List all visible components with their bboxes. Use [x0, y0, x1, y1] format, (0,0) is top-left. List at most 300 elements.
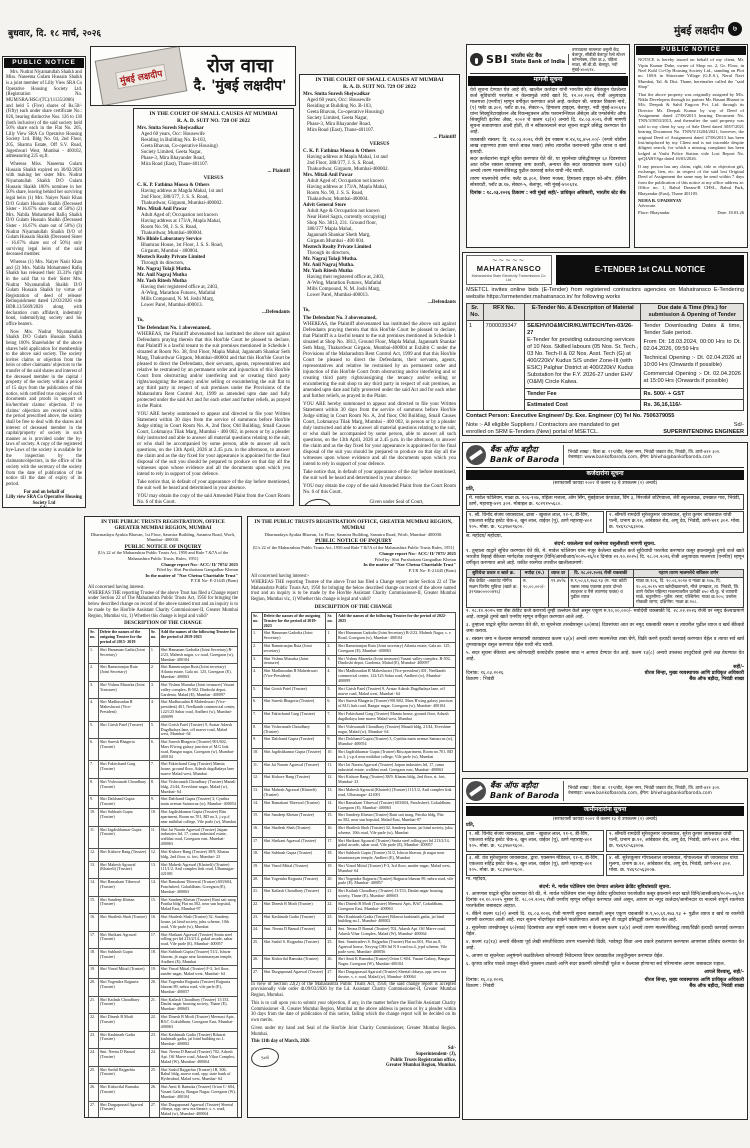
sr-cell: 4.	[252, 668, 263, 685]
delete-trustee-cell: Shri Hanuman Gadia (Joint Secretary)	[98, 646, 149, 663]
to-line: To,	[303, 308, 310, 314]
add-trustee-cell: Shri Sandeep Khetan (Trustee) Rani sati marg Patrika bldg Flat no.502, near sun hopsital, Malad East, Mumbai-97	[159, 896, 237, 913]
sr-cell: 11.	[149, 826, 159, 848]
summons-body	[303, 322, 456, 496]
trustee-row	[252, 837, 456, 850]
sr-cell: 24.	[252, 926, 263, 939]
cell: रु. १०,००,०००/-	[520, 578, 548, 607]
sr-cell: 17.	[149, 931, 159, 948]
paragraph: Mrs. Nudrat Niyamatullah Shaikh and Miss. Naseema Gulam Hussain Shaikh is a joint member of Lilly View SRA Co Operative Housing Society Ltd. (Registration No. MUM/SRA/HSG/(TC)/11135/2006) and held 5 (Five) shares of Rs.50/- (Fifty) each under share certificate No.: 026, bearing distinctive Nos. 126 to 130 (both inclusive) of the said society hold 50% share each in the Flat No. 205, Lilly View SRA Co Operative Housing Society Ltd. Bldg No. 04, 2nd Floor, 205, Sharma Estate, Off S.V. Road, Jogeshwari West, Mumbai - 400102, admeasuring 225 sq.ft.	[6, 69, 82, 160]
plaintiff-address-line: Geeta Bhavan, Co-operative Housing)	[307, 110, 384, 116]
delete-trustee-cell: Shri Dinesh B Modi (Trustee)	[262, 900, 326, 913]
sd-label: Sd/-	[733, 422, 744, 429]
ad-line-1: रोज वाचा	[207, 54, 273, 77]
paragraph: Commercial Opening :- Dt. 02.04.2026 at 15:00 Hrs (Onwards if possible)	[643, 370, 741, 384]
delete-trustee-cell: Shri Kishorilal Ramuka (Trustee)	[98, 1084, 149, 1101]
add-trustee-cell: Shri Ramniranjan Ruia (Joint secretary) Atlanta estate, Gala no. 125, Goregaon (E), Mumbai- 400063	[159, 664, 237, 681]
delete-trustee-cell: Shri Madhusudan R Maheshwari (Vice-President)	[262, 668, 326, 685]
trustee-row	[252, 969, 456, 982]
sr-cell: 10.	[252, 749, 263, 762]
header-row	[252, 612, 456, 629]
sr-cell: 22.	[149, 1014, 159, 1031]
borrower-box: मे. मार्वल पटेलियम, गाळा क्र. १०६-१०७, पहिला मजला, ओम सिंग, मुंबईवाला कंपाऊंड, विंग ३, मिरजोले शटिंगवाला, शेरी स्कूलजवळ, दमखाल गाव, भिवंडी, ठाणे, महाराष्ट्र-४२१ ३०२. मोबाइल क्र. ९८२११५५६८०.	[466, 494, 744, 510]
defendant-address-line: Through its directors,	[141, 261, 185, 267]
add-trustee-cell: Shri Hanuman Gadodia (Joint Secretary) B-2/23, Mahesh Nagar, s. v. Road, Goregaon (w), Mumbai- 400104	[336, 630, 455, 643]
trustee-row	[252, 655, 456, 668]
demand-notice-body	[470, 88, 626, 190]
paragraph: Given under my hand and Seal of the Hon'ble Joint Charity Commissioner, Greater Mumbai Region. Mumbai.	[251, 1025, 456, 1037]
etender-intro: MSETCL invites online bids (E-Tender) from registered contractors agencies on Mahatransco E-Tendering website https://srmetender.mahatransco.in/ for following works	[466, 286, 744, 300]
inquiry-title: PUBLIC NOTICE OF INQUIRY	[124, 543, 202, 550]
sr-cell: 23.	[252, 913, 263, 926]
sr-cell: 11.	[252, 761, 263, 774]
notice-title: कर्जदारांना सूचना	[466, 470, 744, 480]
add-trustee-cell: Shri Vishwanath Choudhary (Trustee) Manali bldg, 21/44, Evershine nagar, Malad (w), Mumbai- 64	[159, 778, 237, 795]
delete-trustee-cell: Shri Subhash Gupta (Trustee)	[98, 948, 149, 965]
defendant-address-line: Girgaum, Mumbai - 400004.	[141, 249, 199, 255]
office-seal: Seal	[250, 1046, 280, 1069]
column-header: Sr. no.	[252, 612, 263, 629]
sr-cell: 25.	[149, 1066, 159, 1083]
etender-title: E-TENDER 1st CALL NOTICE	[556, 255, 744, 285]
trustee-row	[252, 787, 456, 800]
add-trustee-cell: Shri Hanuman Gadodia (Joint Secretary) B-2/23, Mahesh nagar, s.v road, Goregaon (w), Mumbai- 400104	[159, 646, 237, 663]
delete-trustee-cell: Shri Sandeep Khetan (Trustee)	[98, 896, 149, 913]
inquiry-title: PUBLIC NOTICE OF INQUIRY	[315, 538, 392, 545]
description-title: DESCRIPTION OF THE CHANGE	[124, 621, 202, 627]
sr-cell: 7.	[326, 711, 337, 724]
delete-trustee-cell: Shri Yogendra Rajpuria (Trustee)	[262, 875, 326, 888]
defendant-name: Meztech Realty Private Limited	[303, 245, 372, 251]
defendant-address-line: Having address at Magda Mahal, 1st and	[141, 189, 223, 195]
paragraph: Superintendent- (J),	[415, 1051, 456, 1057]
whereas-para: WHEREAS THE reporting Trustee of the above Trust has filed a Change report under Section 22 of The Maharashtra Public Trusts Act, 1950 for bringing the below described change on record of the above named trust and an inquiry is to be made by the Hon'ble Assistant Charity Commissioner-II, Greater Mumbai Region, Mumbai viz, 1) Whether this change is legal and valid?	[251, 579, 456, 603]
paragraph: Sd/-	[447, 1046, 456, 1052]
paragraph: ३. सूचनेच्या तारखेपासून ६०(साठ) दिवसांच्या आत संपूर्ण रक्कम जमा न केल्यास कलम १३(४) अन्वये तारण मालमत्तेविरुद्ध ताबा/विक्री इत्यादी कारवाई करण्यात येईल.	[466, 926, 744, 937]
sr-cell: 11.	[326, 761, 337, 774]
sr-cell: 18.	[89, 948, 99, 965]
delete-trustee-cell: Shri Ramniranjan Ruia (Joint secretary)	[262, 642, 326, 655]
paragraph: YOU ARE hereby summoned to appear and directed to file your Written Statement within 30 days from the service of summons before Hon'ble Judge sitting in Court Room No. A, 2nd floor, Old Building, Small Causes Court, Lokmanya Tilak Marg, Mumbai - 400 002, in person or by a pleader duly instructed and able to answer all material questions relating to the suit, or who shall be accompanied by some person, able to answer all such questions, on the 13th April, 2026 at 2.45 p.m. in the afternoon, to answer the claim and as the day fixed for your appearance is appointed for the final disposal of the suit you should be prepared to produce on that day all the witnesses upon whose evidence and all the documents upon which you intend to rely in support of your defence.	[137, 412, 290, 478]
sr-cell: 10.	[149, 809, 159, 826]
closing-line: आपले विश्वासू, सही/-	[704, 969, 744, 975]
notice-title: PUBLIC NOTICE	[636, 46, 746, 55]
defendant-name: Mr. Anil Nagraj Mutha.	[303, 263, 355, 269]
sr-cell: 21.	[89, 996, 99, 1013]
sr-cell: 20.	[326, 875, 337, 888]
delete-trustee-cell: Shri Durgaprasad Agarwal (Trustee)	[98, 1101, 149, 1118]
bank-name-english: Bank of Baroda	[490, 455, 560, 464]
defendant-name: Mr. Nagraj Tolaji Mutha.	[137, 267, 192, 273]
trustee-row	[252, 761, 456, 774]
bob-borrower-notice	[462, 442, 748, 772]
read-daily-ad	[90, 46, 296, 106]
branch-address: तणावग्रस्त मालमत्ता वसुली केंद्र बेलापुर, सीबीडी बेलापुर रेल्वे स्टेशन कॉम्प्लेक्स, टॉवर क्र.३, पहिला माळा, सी.बी.डी. बेलापुर, नवी मुंबई-४००६१४.	[572, 47, 626, 73]
paragraph: WHEREAS, the Plaintiff abovenamed has instituted the above suit against Defendants praying therein that this Hon'ble Court be pleased to declare, that Plaintiff is a lawful tenant to the suit premises mentioned in Schedule 1 situated at Room No. 38, first Floor, Mapla Mahal, Jagannath Shankar Seth Marg, Thakurdwar Girgaon, Mumbai-400004 and that this Hon'ble Court be pleased to direct the Defendants, their servants, agents, representatives and relative be restrained by an permanent order and injunction of this Hon'ble Court from obstructing and/or interfering and or creating third party rights/assigning the tenancy and/or selling or encumbering the suit flat to any third party in respect of suit premises under the Provisions of the Maharashtra Rent Control Act, 1999 as amended upto date and fully protected under the said Act and for each other and further reliefs, as prayed in the Plaint.	[137, 332, 290, 410]
guarantors-grid	[466, 830, 744, 876]
header-row	[89, 629, 238, 646]
sr-cell: 22.	[89, 1014, 99, 1031]
delete-trustee-cell: Shri Durgaprasad Agarwal (Trustee)	[262, 969, 326, 982]
trustee-row	[252, 956, 456, 969]
delete-trustee-cell: Shri Dalchand Gupta (Trustee)	[262, 736, 326, 749]
party-box: २. श्रीमती रामदेवी सुरेशकुमार जायसवाल, सुरेश कुमार जायसवाल यांची पत्नी, प्रभाग क्र.१२, आंबेडकर रोड, अणू देव, भिवंडी, ठाणे-४२१ ३०२. मोबा. क्र. ९४६९८५६३००७.	[606, 511, 744, 533]
paragraph: From Dt: 18.03.2024, 00:00 Hrs to Dt. 02.04.2026, 09:59 Hrs	[643, 338, 741, 352]
due-date-cell	[641, 321, 744, 389]
party-box: २. श्रीमती रामदेवी सुरेशकुमार जायसवाल, सुरेश कुमार जायसवाल यांची पत्नी, प्रभाग क्र.१२, आंबेडकर रोड, अणू देव, भिवंडी, ठाणे-४२१ ३०२. मोबा. क्र. ९४६९८५६३००७.	[606, 830, 744, 852]
trustee-row	[252, 938, 456, 955]
trustee-row	[89, 826, 238, 848]
trustee-row	[252, 723, 456, 736]
delete-trustee-cell: Shri Girish Patel (Trustee)	[262, 685, 326, 698]
defendant-address-line: Having address at Mapla Mahal, 1st and	[307, 155, 388, 161]
trustee-row	[89, 1084, 238, 1101]
defendant-address-line: Adult Aged of; Occupation not known	[141, 213, 218, 219]
defendant-address-line: Room No. 90, J. S. S. Road,	[141, 225, 198, 231]
tender-number: SE/EHV/O&M/CIR/KLW/TECH/Ten-03/26-27	[527, 322, 634, 336]
delete-trustee-cell: Shri Subhash Gupta (Trustee)	[262, 850, 326, 863]
etender-note: Note :- All eligible Suppliers / Contractors are mandated to get enrolled on SRM E-Tenders (New) portal of MSETCL.	[466, 422, 620, 436]
delete-trustee-cell: Shri Kishorilal Ramuka (Trustee)	[262, 956, 326, 969]
sr-cell: 4.	[89, 699, 99, 721]
suit-number: R. A. D. SUIT NO. 729 OF 2022	[343, 83, 416, 90]
cell: बँक क्रेडिट -अकाउंट मोर्गेज सक्षम वित्तीय सुविधा (खाते क्र. ३२९४७०००००४९६)	[467, 578, 521, 607]
sr-cell: 14.	[89, 879, 99, 896]
delete-trustee-cell: Shri Sushil Rajgarhia (Trustee)	[98, 1066, 149, 1083]
masthead-brand: मुंबई लक्षदीप	[674, 25, 724, 37]
trustee-row	[252, 888, 456, 901]
co-borrowers-grid	[466, 511, 744, 533]
paragraph: तारण मालमत्तेचे वर्णन: फ्लॅट क्र.३०२, तिसरा मजला, हिमालय हाइट्स को-ऑप. हौसिंग सोसायटी, प्लॉट क्र.१७, सेक्टर-५, बेलापुर, नवी मुंबई-४००६१४.	[470, 177, 626, 189]
defendant-address-line: Thakurdwar, Girgaum, Mumbai-400002.	[307, 167, 389, 173]
sr-cell: 15.	[326, 812, 337, 825]
dues-table	[466, 569, 744, 608]
sr-cell: 23.	[326, 913, 337, 926]
trustee-row	[252, 711, 456, 724]
delete-trustee-cell: Shri Shrikant Agrawal (Trustee)	[262, 837, 326, 850]
dues-table-mount	[466, 569, 744, 608]
defendant-address-line: Adult Age & Occupation not known	[307, 209, 380, 215]
sr-cell: 16.	[149, 914, 159, 931]
sr-cell: 6.	[326, 698, 337, 711]
salutation: स. महोदय/ महोदया,	[466, 534, 503, 540]
waves-icon: ~~~~~	[492, 256, 526, 265]
sr-cell: 6.	[252, 698, 263, 711]
paragraph: सदर कर्जदारांना याद्वारे सूचित करण्यात येते की, या सूचनेच्या प्रसिद्धीपासून ६० दिवसांच्या आत वरील रक्कम व्याजासह जमा करावी, अन्यथा बँक सदर कायद्याच्या कलम १३(४) अन्वये तारण मालमत्तेविरुद्ध पुढील कारवाई करेल याची नोंद घ्यावी.	[470, 157, 626, 175]
defendant-name: Advit General Store	[303, 203, 346, 209]
office-name: IN THE PUBLIC TRUSTS REGISTRATION, OFFICE GREATER MUMBAI REGION, MUMBAI	[101, 519, 225, 532]
add-trustee-cell: Shri Fakirchand Garg (Trustee) Mamta house, ground floor, Adarsh dugdhalaya lane marve Malad west, Mumbai	[159, 761, 237, 778]
delete-trustee-cell: Shri Jagdishkumar Gupta (Trustee)	[98, 826, 149, 848]
trustee-row	[89, 948, 238, 965]
sr-cell: 13.	[89, 861, 99, 878]
sr-cell: 9.	[89, 796, 99, 809]
paragraph: ५. सदर सूचना बँकेच्या अन्य कोणत्याही कायदेशीर हक्कांना बाधा न आणता देण्यात येत आहे. कलम १३(८) अन्वये उपलब्ध तरतुदीकडे तुमचे लक्ष वेधण्यात येत आहे.	[466, 650, 744, 662]
court-name: IN THE COURT OF SMALL CAUSES AT MUMBAI	[315, 77, 444, 83]
sr-cell: 13.	[149, 861, 159, 878]
filed-by: Filed by: Shri Purshottam Gangadhar Khetan	[156, 567, 238, 573]
column-header: Sr. No.	[467, 303, 484, 321]
column-header: गहाण तारण मालमत्तेचे सविस्तर वर्णन	[633, 570, 743, 578]
add-trustee-cell: Shri Madhusudan R Maheshwari (Vice-president) 401, Neelkanth commercial center, 122/123 Sahar road, Andheri (w), Mumbai- 400099	[159, 699, 237, 721]
sr-cell: 25.	[89, 1066, 99, 1083]
add-trustee-cell: Shri Shailesh Shah (Trustee) 32, Sandeep house, jai hind society, juhu scheme, 10th road, Vile parle (w), Mumbai	[159, 914, 237, 931]
ad-line-2: दै. 'मुंबई लक्षदीप'	[193, 78, 287, 95]
add-trustee-cell: Shri Girish Patel (Trustee) 9, Avatar Adarsh Dugdhalaya lane, off marve road, Malad west, Mumbai- 64	[159, 721, 237, 738]
paragraph: Greater Mumbai Region, Mumbai.	[385, 1063, 456, 1069]
add-trustee-cell: Shri Vishnu Murarka (Joint treasurer) Vasant valley complex, B-502, Dindoshi depot, Gardenia, Malad (E), Mumbai- 400097	[159, 681, 237, 698]
defendant-address-line: Adult Aged of; Occupation not known	[307, 179, 384, 185]
trustee-row	[89, 721, 238, 738]
sr-cell: 26.	[89, 1084, 99, 1101]
add-trustee-cell: Shri Shailesh Shah (Trustee) 32, Sandeep house, jai hind society, juhu scheme, 10th road, Vile parle (w), Mumbai	[336, 825, 455, 838]
defendant-name: Mrs. Mitali Anil Pawar	[137, 207, 187, 213]
court-seal	[302, 497, 332, 506]
sr-cell: 7.	[149, 761, 159, 778]
closing-paras	[251, 982, 456, 1038]
sr-cell: 4.	[149, 699, 159, 721]
notice-subtitle: (सरफायसी कायदा २००२ चे कलम १३ चे उपकलम (२) अन्वये)	[552, 816, 658, 822]
trustee-row	[252, 749, 456, 762]
paragraph: Now Mrs. Nudrat Niyamatullah Shaikh D/O Gulam Hussain Shaikh being 100% Shareholder of the above shares held application for membership to the above said society. The society invites claims or objection from the heirs or other claimants/ objectors to the transfer of the said shares and interest of the deceased member in the capital / property of the society within a period of 15 days from the publication of this notice, with certified true copies of such documents and proofs in support of his/her/their claims/ objection. If no claims/ objection are received within the period prescribed above, the society shall be free to deal with the shares and interest of deceased member in the capital/property of society in such manner as is provided under the by-laws of society. A copy of the registered bye-Laws of the society is available for the inspection by the claimants/objectors, in the office of the society with the secretary of the society from the date of publication of the notice till the date of expiry of its period.	[6, 329, 82, 487]
paragraph: ६. कृपया त्वरित पावले उचलून बँकेचे नुकसान टाळावे आणि सदर प्रकरणी कोणतीही पूर्तता न केल्यास होणाऱ्या सर्व परिणामांस आपण जबाबदार राहाल.	[466, 961, 726, 967]
trustee-row	[252, 900, 456, 913]
trustee-row	[89, 861, 238, 878]
paragraph: Technical Opening :- Dt. 02.04.2026 at 10:00 Hrs (Onwards if possible)	[643, 354, 741, 368]
sr-cell: 3.	[89, 681, 99, 698]
cell: ११.४५%	[548, 578, 568, 607]
trustee-row	[89, 778, 238, 795]
delete-trustee-cell: Shri Shailesh Shah (Trustee)	[98, 914, 149, 931]
plaintiff-address-line: Mira Road (East), Thane-401107.	[141, 162, 209, 168]
trustee-row	[89, 896, 238, 913]
sr-cell: 9.	[149, 796, 159, 809]
add-trustee-cell: Shri Ramakant Tibrewal (Trustee) 603/604, Panchsheel, Gokuldham, Goregaon (E), Mumbai- 400063	[336, 799, 455, 812]
paragraph: NOTICE is hereby issued on behalf of my client, Mr. Vipin Kumar Dube, owner of Shop no. 2, Gr. Floor, in Neel Kuhl Co-Op Housing Society Ltd., standing on Plot no. 169A in Shiravane Village (G.E.S.), Nerul Navi Mumbai, Tal. & Dist. Thane, hereinafter called the "said Shop"	[638, 57, 744, 90]
delete-trustee-cell: Shri Mahesh Agrawal (Khaireli) (Trustee)	[262, 787, 326, 800]
column-header: Sr. no.	[326, 612, 337, 629]
defendant-address-line: Thakurdwar, Girgaum, Mumbai-400002.	[141, 201, 223, 207]
add-trustee-cell: Smt. Neona D Bansal (Trustee) 702, Adarsh Apt. Off Marve road, Adarsh Vihar Complex, Malad (W), Mumbai- 400064	[336, 926, 455, 939]
advocate-role: Advocate.	[638, 203, 657, 209]
plaintiff-address-line: Aged 60 years, Occ: Housewife	[141, 132, 205, 138]
trustee-row	[89, 1049, 238, 1066]
bank-name-hindi: बैंक ऑफ बड़ौदा	[490, 445, 538, 454]
tender-desc-cell	[525, 321, 641, 389]
notice-clauses	[466, 609, 744, 663]
statute-line: (U/s 22 of the Maharashtra Public Trusts Act, 1950 and Rule 7 &7A of the Maharashtra Public Trusts Rules, 1951)	[252, 544, 455, 550]
delete-trustee-cell: Shri Vinod Mittal (Trustee)	[98, 966, 149, 979]
authorised-officer-sign: सही/- प्राधिकृत अधिकारी, भारतीय स्टेट बँक	[548, 191, 626, 197]
paragraph: ३. तुम्हाला याद्वारे सूचित करण्यात येते की, या सूचनेच्या तारखेपासून ६०(साठ) दिवसांच्या आत वर नमूद थकबाकी रक्कम व त्यावरील पुढील व्याज व खर्च बँकेकडे जमा करावा.	[466, 622, 744, 634]
plaintiff-address-line: Aged 60 years, Occ: Housewife	[307, 98, 371, 104]
defendant-address-line: A-Wing, Marathon Futurex, Mafatlal	[141, 291, 216, 297]
brand-name: MAHATRANSCO	[476, 264, 542, 274]
add-trustee-cell: Shri Subhash Gupta (Trustee) 51/2, Ishwar bhavan, jb nagar near laxminarayan temple, Andheri (E), Mumbai	[336, 850, 455, 863]
paragraph: थकबाकी रक्कम: दि. १४.०३.२०२६ रोजी देय रक्कम रु.२४,९६,४५२.००/- (रुपये चोवीस लाख शहाण्णव हजार चारशे बावन्न फक्त) तसेच त्यावरील करारान्वये पुढील व्याज व खर्च इत्यादी.	[470, 137, 626, 155]
sr-cell: 1.	[252, 630, 263, 643]
cell: रु.९,५०,६१,२७३.९३ (रु. नऊ कोटी पन्नास लाख एकसष्ठ हजार दोनशे त्र्याहत्तर व पैसे त्र्याण्णव फक्त) व पुढील व्याज	[568, 578, 633, 607]
delete-trustee-cell: Shri Suresh Bhageria (Trustee)	[98, 739, 149, 761]
superintendent-sign	[386, 1046, 456, 1069]
trustee-row	[252, 799, 456, 812]
sr-cell: 8.	[252, 723, 263, 736]
add-trustee-cell: Shri Kailash Choudhary (Trustee) 11/153, Daulat nagar housing society, Thane (E), Mumbai- 400603	[336, 888, 455, 901]
public-notice-right	[634, 44, 748, 248]
column-header: Due date & Time (Hrs.) for submission & Opening of Tender	[641, 303, 744, 321]
signer-name-role: धीरज सिन्हा, मुख्य व्यवस्थापक आणि प्राधिकृत अधिकारी	[644, 670, 744, 676]
delete-trustee-cell: Shri Mahesh Agrawal (Khaireli) (Trustee)	[98, 861, 149, 878]
delete-trustee-cell: Shri Ramakant Tibrewal (Trustee)	[262, 799, 326, 812]
header-row	[467, 570, 744, 578]
bank-name-english: State Bank of India	[510, 58, 566, 65]
trustee-row	[89, 914, 238, 931]
sr-cell: 19.	[252, 862, 263, 875]
column-header: व्याज दर	[548, 570, 568, 578]
add-trustee-cell: Shri Shrikant Agrawal (Trustee) Smita steel rolling pvt ltd 213/2/14, gokul arcade, sahar road, Vile parle (E), Mumbai- 400057	[159, 931, 237, 948]
sr-cell: 23.	[149, 1031, 159, 1048]
sr-cell: 5.	[149, 721, 159, 738]
notice-clauses	[466, 892, 744, 968]
add-trustee-cell: Shri Kailash Choudhary (Trustee) 11/153, Daulat nagar housing society, Thane (E), Mumbai- 400603	[159, 996, 237, 1013]
delete-trustee-cell: Shri Shailesh Shah (Trustee)	[262, 825, 326, 838]
defendant-address-line: Shop No. 3813, 231. Ground floor,	[307, 221, 377, 227]
delete-trustee-cell: Shri Jai Narain Agarwal (Trustee)	[262, 761, 326, 774]
paragraph: २. बँकेने कलम १३(२) अन्वये दि. १६.०३.२०२६ रोजी मागणी सूचना बजावली असून एकूण थकबाकी रु.९,५०,६१,२७३.९३ + पुढील व्याज व खर्च या रकमेची मागणी करण्यात आली आहे. सदर सूचना नोंदणीकृत डाकेने पाठविण्यात आली असून ती याद्वारे प्रसिद्धही करण्यात येत आहे.	[466, 912, 744, 924]
delete-trustee-cell: Shri Vinod Mittal (Trustee)	[262, 862, 326, 875]
add-trustee-cell: Shri Durgaprasad Agarwal (Trustee) Sheetal chhaya, opp. new era theatre, s. v. road, Malad (w), Mumbai- 400064	[159, 1101, 237, 1118]
delete-trustee-cell: Shri Vishwanath Choudhary (Trustee)	[262, 723, 326, 736]
notice-title: जामीनदारांना सूचना	[466, 806, 744, 816]
brand-subtitle: Maharashtra State Electricity Transmission Co. Ltd.	[471, 273, 547, 283]
branch-address: भिवंडी शाखा : विला क्र. ११९/बीट, नेहरू नगर, भिवंडी जकात रोड, भिवंडी, जि. ठाणे-४२१ ३०२.	[568, 785, 721, 791]
notice-signoff	[6, 490, 82, 508]
trustee-row	[89, 1066, 238, 1083]
add-trustee-cell: Shri Ramakant Tibrewal (Trustee) 603/604, Panchsheel, Gokuldham, Goregaon (E), Mumbai- 400063	[159, 879, 237, 896]
etender-call-notice	[462, 252, 748, 436]
paragraph: येथे सूचना देण्यात येत आहे की, खालील कर्जदार यांनी भारतीय स्टेट बँकेकडून घेतलेल्या कर्ज सुविधांची परतफेड न केल्यामुळे त्यांचे खाते दि. १२.०२.२०२६ रोजी अनुत्पादक मालमत्ता (एनपीए) म्हणून वर्गीकृत करण्यात आले आहे. कर्जदार श्री. जयकर विकास नाथे, (१) फ्लॅट क्र.३०२, प्लॉट क्र.१७, सेक्टर-५, हिमालय हाइट्स, बेलापुर, नवी मुंबई-४००६१४ यांना सिक्युरिटायझेशन अँड रिकन्स्ट्रक्शन ऑफ फायनान्शियल ॲसेट्स अँड एन्फोर्समेंट ऑफ सिक्युरिटी इंटरेस्ट ॲक्ट, २००२ चे कलम १३(२) अन्वये दि. १४.०३.२०२६ रोजी मागणी सूचना बजावण्यात आली होती, ती न स्वीकारल्याने सदर सूचना याद्वारे प्रसिद्ध करण्यात येत आहे.	[470, 87, 626, 135]
defendant-address-line: Having their registered office at, 2403,	[307, 275, 385, 281]
sr-cell: 11.	[89, 826, 99, 848]
paragraph	[6, 506, 82, 508]
plaintiff-address-line: Mira Road (East), Thane-401107.	[307, 128, 375, 134]
concerned-line: All concerned having interest.	[88, 584, 145, 590]
paragraph: ५. आपण या सूचनेच्या अनुषंगाने कळविलेल्या कोणत्याही निवेदनाचा विचार कायद्यातील तरतुदीनुसार करण्यात येईल.	[466, 953, 664, 959]
trustee-change-table	[88, 628, 238, 1118]
notice-date: Date: 18.03.26	[717, 209, 744, 215]
add-trustee-cell: Shri Kashinath Gadia (Trustee) Bilasrai kashinath gadia, jai hind building no.1, Mumbai- 400002	[336, 913, 455, 926]
column-header: Add the names of the following Trustee for the period of 2022-2025	[336, 612, 455, 629]
delete-trustee-cell: Shri Vishnu Murarka (Joint Treasurer)	[98, 681, 149, 698]
column-header: Add the names of the following Trustee for the period of 2019-2023	[159, 629, 237, 646]
sr-cell: 23.	[89, 1031, 99, 1048]
sr-cell: 7.	[252, 711, 263, 724]
salutation: मा. महोदय,	[466, 877, 487, 883]
add-trustee-cell: Smt. Sumitradevi S. Rajgarhia (Trustee) Flat no.601, Plot no.8, Agarwal house, Navyug CHS ltd N S road no.4, jvpd scheme, Vile parle west, Mumbai- 400056	[336, 938, 455, 955]
sr-cell: 12.	[252, 774, 263, 787]
reference-line: संदर्भ: थकलेल्या कर्ज रकमेच्या वसुलीसाठी मागणी सूचना.	[554, 542, 656, 548]
sr-cell: 13.	[252, 787, 263, 800]
addressed-line: The Defendant No. 3 abovenamed,	[303, 316, 377, 322]
tender-description: E-Tender for providing outsourcing services of 10 Nos. Skilled labours (05 Nos. Sr. Tech., 03 No. Tech-II & 02 Nos. Asst. Tech (G) at 400/220kV Kudus S/S under Zone-III (with ESIC) Palghar District at 400/220kV Kudus Substation for the F.Y. 2026-27 under EHV (O&M) Circle Kalwa.	[527, 336, 639, 385]
column-header: E-Tender No. & Description of Material	[525, 303, 641, 321]
trustee-row	[89, 931, 238, 948]
estimated-cost-value: Rs. 36,16,116/-	[641, 400, 744, 411]
masthead-date: बुधवार, दि. १८ मार्च, २०२६	[8, 29, 102, 39]
add-trustee-cell: Shri Fakirchand Garg (Trustee) Mamta house, ground floor, Adarsh dugdhalaya lane marve Malad west, Mumbai	[336, 711, 455, 724]
column-header: दि. २८.०२.२०२६ रोजी थकबाकी	[568, 570, 633, 578]
office-address: Dharmadaya Ayukta Bhavan, 1st Floor, Sasmira Building, Sasmira Road, Worli, Mumbai- 400030.	[90, 531, 236, 543]
dues-row	[467, 578, 744, 607]
sbi-demand-notice	[466, 44, 630, 248]
defendant-address-line: Jagannath Shankar Sheth Marg,	[307, 233, 371, 239]
paragraph: Public Trusts Registration office,	[390, 1057, 456, 1063]
plaintiff-address-line: Residing in Building No. B-103,	[141, 138, 207, 144]
add-trustee-cell: Shri Shrikant Agrawal (Trustee) Smita steel rolling pvt ltd 213/2/14, gokul arcade, sahar road, Vile parle (E), Mumbai- 400057	[336, 837, 455, 850]
column-header: Sr. no.	[89, 629, 99, 646]
sr-cell: 9.	[252, 736, 263, 749]
delete-trustee-cell: Shri Kishore Bang (Trustee)	[262, 774, 326, 787]
trustee-row	[89, 1101, 238, 1118]
intro-para: १. तुम्हाला याद्वारे सूचित करण्यात येते की, मे. मार्वल पटेलियम यांना मंजूर केलेल्या खालील कर्ज सुविधांची परतफेड करण्यात कसूर झाल्यामुळे तुमचे कर्ज खाते भारतीय रिझर्व्ह बँकेच्या मार्गदर्शक तत्त्वांनुसार (विनि/आरबीआय/२०२५-२६/०१ दिनांक २२.१०.२०२५) दि. २८.०२.२०२६ रोजी अनुत्पादक मालमत्ता (एनपीए) म्हणून वर्गीकृत करण्यात आले आहे. थकीत रकमेचा तपशील खालीलप्रमाणे:	[466, 549, 744, 567]
defendant-address-line: Having address at 173/A, Mapla Mahal,	[307, 185, 388, 191]
trustee-row	[252, 875, 456, 888]
suit-number: R. A. D. SUIT NO. 728 OF 2022	[177, 117, 250, 124]
estimated-cost-label: Estimated Cost	[525, 400, 641, 411]
delete-trustee-cell: Shri Yogendra Rajpuria (Trustee)	[98, 979, 149, 996]
sr-cell: 25.	[252, 938, 263, 955]
paragraph: This is to call upon you to submit your objection, if any, in the matter before the Hon'ble Assistant Charity Commissioner -II, Greater Mumbai Region, Mumbai at the above address in person or by a pleader within 30 days from the date of publication of this notice, failing which the change report will be decided on its own merits.	[251, 1000, 456, 1024]
sr-cell: 26.	[252, 956, 263, 969]
sr-cell: 16.	[89, 914, 99, 931]
change-report-no: Change report No:- ACC/ II/ 7075/ 2025	[379, 551, 456, 557]
paragraph: Whereas Miss. Naseema Gulam Hussain Shaikh expired on 30/02/2026 with making her sister Mrs. Nudrat Niyamatullah Shaikh D/O Gulam Hussain Shaikh 100% nominee in her 50% share, leaving behind her surviving legal heirs (1) Mrs. Naiyer Nasir Khan D/O Gulam Hussain Shaikh (Deceased Sister - 16.67% share out of 50%) (2) Mrs. Nabila Mohammed Rafiq Shaikh D/O Gulam Hussain Shaikh (Deceased Sister - 16.67% share out of 50%) (3) Nudrat Niyamatullah Shaikh D/O of Gulam Hussain Shaikh (Deceased Sister - 16.67% share out of 50%) only surviving legal heirs of the said deceased member.	[6, 162, 82, 258]
add-trustee-cell: Shri Durgaprasad Agarwal (Trustee) Sheetal chhaya, opp. new era theatre, s. v. road, Malad (w), Mumbai- 400064	[336, 969, 455, 982]
add-trustee-cell: Shri Dalchand Gupta (Trustee) 3, Cynthia main avenue Santacruz (w), Mumbai- 400054	[159, 796, 237, 809]
defendant-address-line: 2nd Floor, 388/377, J. S. S. Road,	[141, 195, 209, 201]
parties-block	[303, 92, 456, 306]
delete-trustee-cell: Shri Sandeep Khetan (Trustee)	[262, 812, 326, 825]
defendant-address-line: Having their registered office at, 2403,	[141, 285, 219, 291]
parties-block	[137, 126, 290, 316]
delete-trustee-cell: Shri Ramakant Tibrewal (Trustee)	[98, 879, 149, 896]
branch-web-email: वेबसाइट: www.bankofbaroda.com, ईमेल: bhiwha@bankofbaroda.com	[568, 791, 712, 796]
sr-cell: 1.	[149, 646, 159, 663]
defendant-address-line: Thakurdwar, Mumbai-400004.	[307, 197, 369, 203]
trustee-row	[89, 664, 238, 681]
paragraph: Take notice that, in default of your appearance of the day before mentioned, the suit well be heard and determined in your absence.	[137, 480, 290, 492]
to-label: प्रति,	[466, 487, 475, 493]
versus-label: VERSUS	[369, 142, 390, 148]
branch-web-email: वेबसाइट: www.bankofbaroda.com, ईमेल: bhiwha@bankofbaroda.com	[568, 455, 712, 460]
bank-name-hindi: भारतीय स्टेट बैंक	[510, 52, 542, 59]
sr-cell: 20.	[149, 979, 159, 996]
sr-cell: 19.	[149, 966, 159, 979]
delete-trustee-cell: Smt. Neona D Bansal (Trustee)	[262, 926, 326, 939]
notice-place: ठिकाण : भिवंडी	[466, 983, 495, 989]
add-trustee-cell: Shri Sushil Rajgarhia (Trustee) 1B, 306, Rahul bldg, marve road, opp. state bank of Hyderabad, Malad west, Mumbai- 64	[159, 1066, 237, 1083]
notice-date-place: दिनांक : १८.०३.२०२६ ठिकाण : नवी मुंबई	[470, 191, 546, 197]
filed-by: Filed by: Shri Purshottam Gangadhar Khetan	[374, 556, 456, 562]
add-trustee-cell: Shri Vishnu Murarka (Joint treasurer) Vasant valley complex, B-502, Dindoshi depot, Gardenia, Malad (E), Mumbai- 400097	[336, 655, 455, 668]
notice-subtitle: (सरफायसी कायदा २००२ चे कलम १३ चे उपकलम (२) अन्वये)	[552, 480, 658, 486]
add-trustee-cell: Shri Subhash Gupta (Trustee) 51/2, Ishwar bhavan, jb nagar near laxminarayan temple, Andheri (E), Mumbai	[159, 948, 237, 965]
paragraph: २. २८.१०.२०२५ च्या बँक क्रेडिट कर्ज कराराचे तुम्ही उल्लंघन केले असून एकूण रु.१०,००,०००/- मर्यादेची थकबाकी दि. २८.०२.२०२६ रोजी वर नमूद केल्याप्रमाणे आहे. त्यामुळे तुमचे खाते एनपीए म्हणून वर्गीकृत करण्यात आले आहे.	[466, 608, 744, 620]
trustee-row	[89, 796, 238, 809]
add-trustee-cell: Shri Mahesh Agrawal (Khaireli) (Trustee) 111/1/2, Anil complex link road, Ulhasnagar- 421001	[159, 861, 237, 878]
court-notice-729	[299, 74, 460, 506]
sr-cell: 12.	[326, 774, 337, 787]
